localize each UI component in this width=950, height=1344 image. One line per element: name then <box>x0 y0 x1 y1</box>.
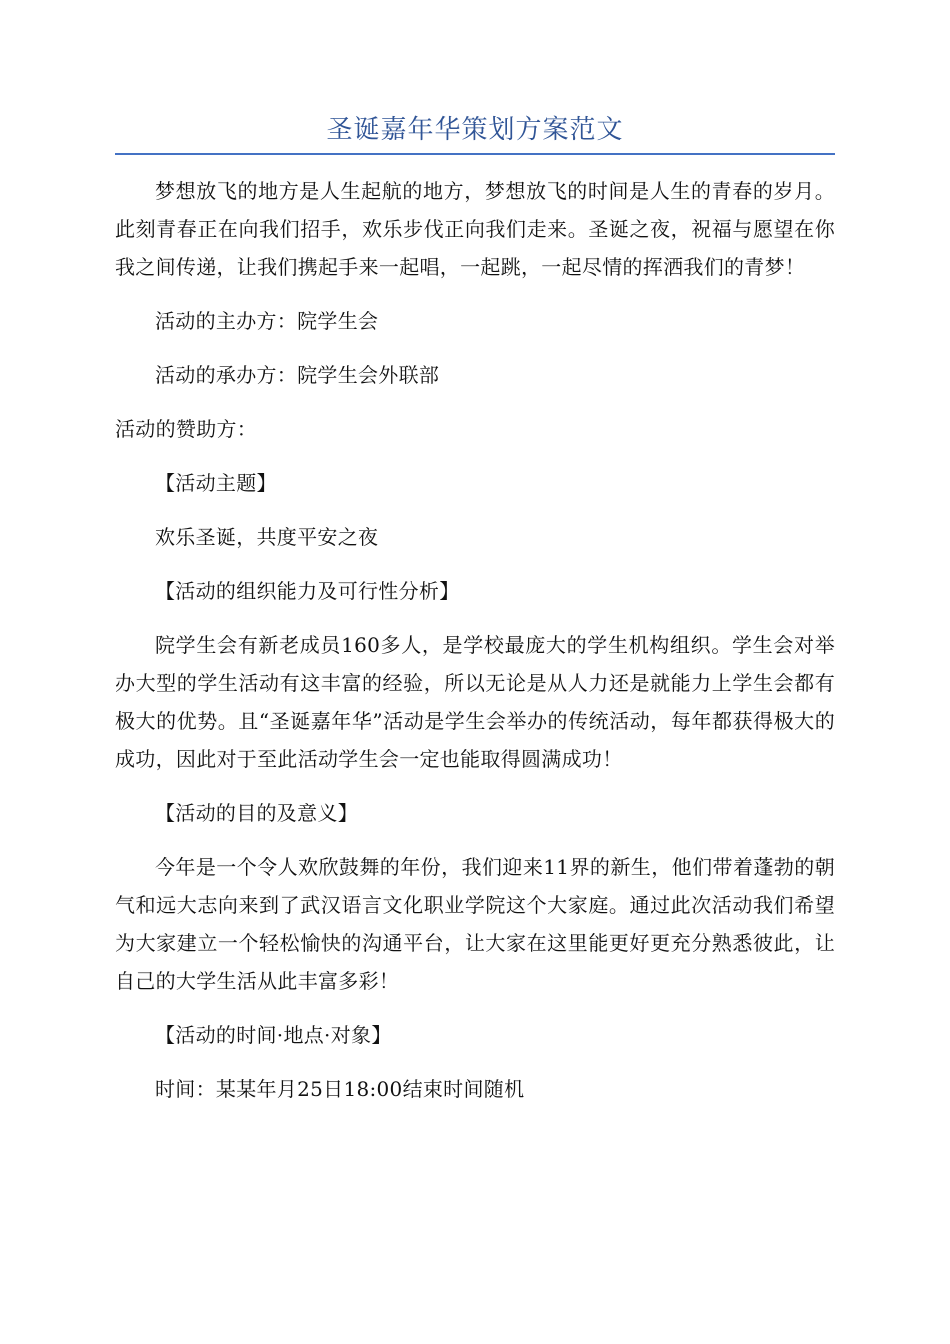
paragraph-executor: 活动的承办方：院学生会外联部 <box>155 363 440 387</box>
paragraph-time: 时间：某某年月25日18:00结束时间随机 <box>155 1077 525 1101</box>
paragraph-theme: 欢乐圣诞，共度平安之夜 <box>155 525 379 549</box>
document-title: 圣诞嘉年华策划方案范文 <box>326 115 624 145</box>
paragraph-feasibility: 院学生会有新老成员160多人，是学校最庞大的学生机构组织。学生会对举办大型的学生活动有这丰富的经验，所以无论是从人力还是就能力上学生会都有极大的优势。且“圣诞嘉年华”活动是学生会举办的传统活动，每年都获得极大的成功，因此对于至此活动学生会一定也能取得圆满成功！ <box>115 633 835 771</box>
paragraph-organizer: 活动的主办方：院学生会 <box>155 309 379 333</box>
section-heading-theme: 【活动主题】 <box>155 471 277 495</box>
section-heading-schedule: 【活动的时间·地点·对象】 <box>155 1023 392 1047</box>
section-heading-feasibility: 【活动的组织能力及可行性分析】 <box>155 579 460 603</box>
document-body <box>115 172 835 1124</box>
section-heading-purpose: 【活动的目的及意义】 <box>155 801 358 825</box>
title-underline <box>115 153 835 155</box>
paragraph-intro: 梦想放飞的地方是人生起航的地方，梦想放飞的时间是人生的青春的岁月。此刻青春正在向我们招手，欢乐步伐正向我们走来。圣诞之夜，祝福与愿望在你我之间传递，让我们携起手来一起唱，一起跳，一起尽情的挥洒我们的青梦！ <box>115 179 835 279</box>
paragraph-purpose: 今年是一个令人欢欣鼓舞的年份，我们迎来11界的新生，他们带着蓬勃的朝气和远大志向来到了武汉语言文化职业学院这个大家庭。通过此次活动我们希望为大家建立一个轻松愉快的沟通平台，让大家在这里能更好更充分熟悉彼此，让自己的大学生活从此丰富多彩！ <box>115 855 835 993</box>
paragraph-sponsor: 活动的赞助方： <box>115 417 258 441</box>
